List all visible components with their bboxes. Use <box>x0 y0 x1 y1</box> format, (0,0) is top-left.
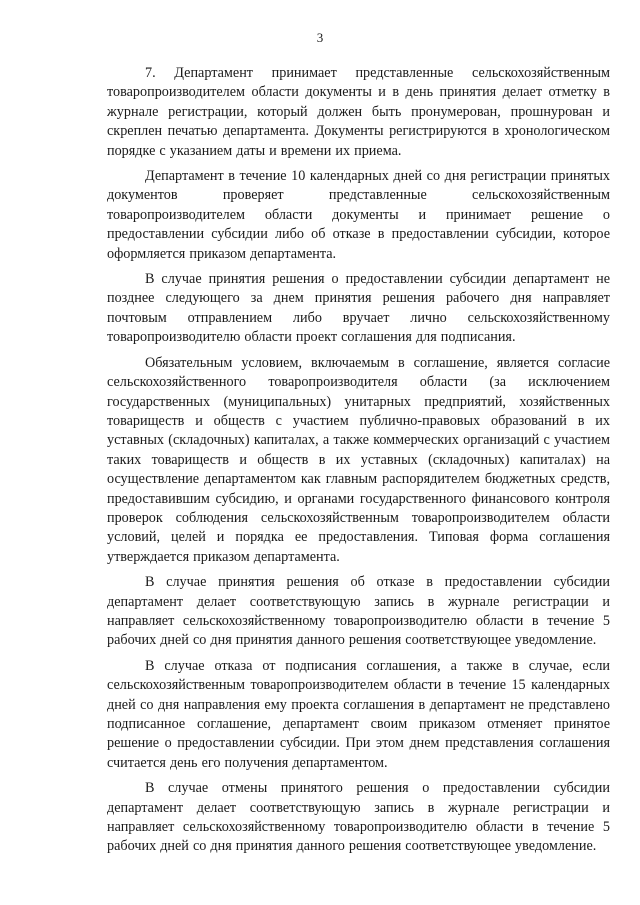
paragraph-signing-refusal: В случае отказа от подписания соглашения, а также в случае, если сельскохозяйственным товаропроизводителем области в течение 15 календарных дней со дня направления ему проекта соглашения в департамент не представлено подписанное соглашение, департамент своим приказом отменяет принятое решение о предоставлении субсидии. При этом днем представления соглашения считается день его получения департаментом. <box>107 657 610 771</box>
paragraph-item-7: 7. Департамент принимает представленные сельскохозяйственным товаропроизводителем области документы и в день принятия делает отметку в журнале регистрации, который должен быть пронумерован, прошнурован и скреплен печатью департамента. Документы регистрируются в хронологическом порядке с указанием даты и времени их приема. <box>107 65 610 159</box>
paragraph-refusal-decision: В случае принятия решения об отказе в предоставлении субсидии департамент делает соответствующую запись в журнале регистрации и направляет сельскохозяйственному товаропроизводителю области в течение 5 рабочих дней со дня принятия данного решения соответствующее уведомление. <box>107 574 610 649</box>
paragraph-mandatory-condition: Обязательным условием, включаемым в соглашение, является согласие сельскохозяйственного товаропроизводителя области (за исключением государственных (муниципальных) унитарных предприятий, хозяйственных товариществ и обществ с участием публично-правовых образований в их уставных (складочных) капиталах, а также коммерческих организаций с участием таких товариществ и обществ в их уставных (складочных) капиталах) на осуществление департаментом как главным распорядителем бюджетных средств, предоставившим субсидию, и органами государственного финансового контроля проверок соблюдения сельскохозяйственным товаропроизводителем области условий, целей и порядка ее предоставления. Типовая форма соглашения утверждается приказом департамента. <box>107 354 610 565</box>
document-body <box>107 64 610 857</box>
page-number: 3 <box>316 30 324 45</box>
paragraph-review-period: Департамент в течение 10 календарных дней со дня регистрации принятых документов проверяет представленные сельскохозяйственным товаропроизводителем области документы и принимает решение о предоставлении субсидии либо об отказе в предоставлении субсидии, которое оформляется приказом департамента. <box>107 168 610 262</box>
paragraph-agreement-draft: В случае принятия решения о предоставлении субсидии департамент не позднее следующего за днем принятия решения рабочего дня направляет почтовым отправлением либо вручает лично сельскохозяйственному товаропроизводителю области проект соглашения для подписания. <box>107 271 610 346</box>
paragraph-decision-cancellation: В случае отмены принятого решения о предоставлении субсидии департамент делает соответствующую запись в журнале регистрации и направляет сельскохозяйственному товаропроизводителю области в течение 5 рабочих дней со дня принятия данного решения соответствующее уведомление. <box>107 780 610 855</box>
